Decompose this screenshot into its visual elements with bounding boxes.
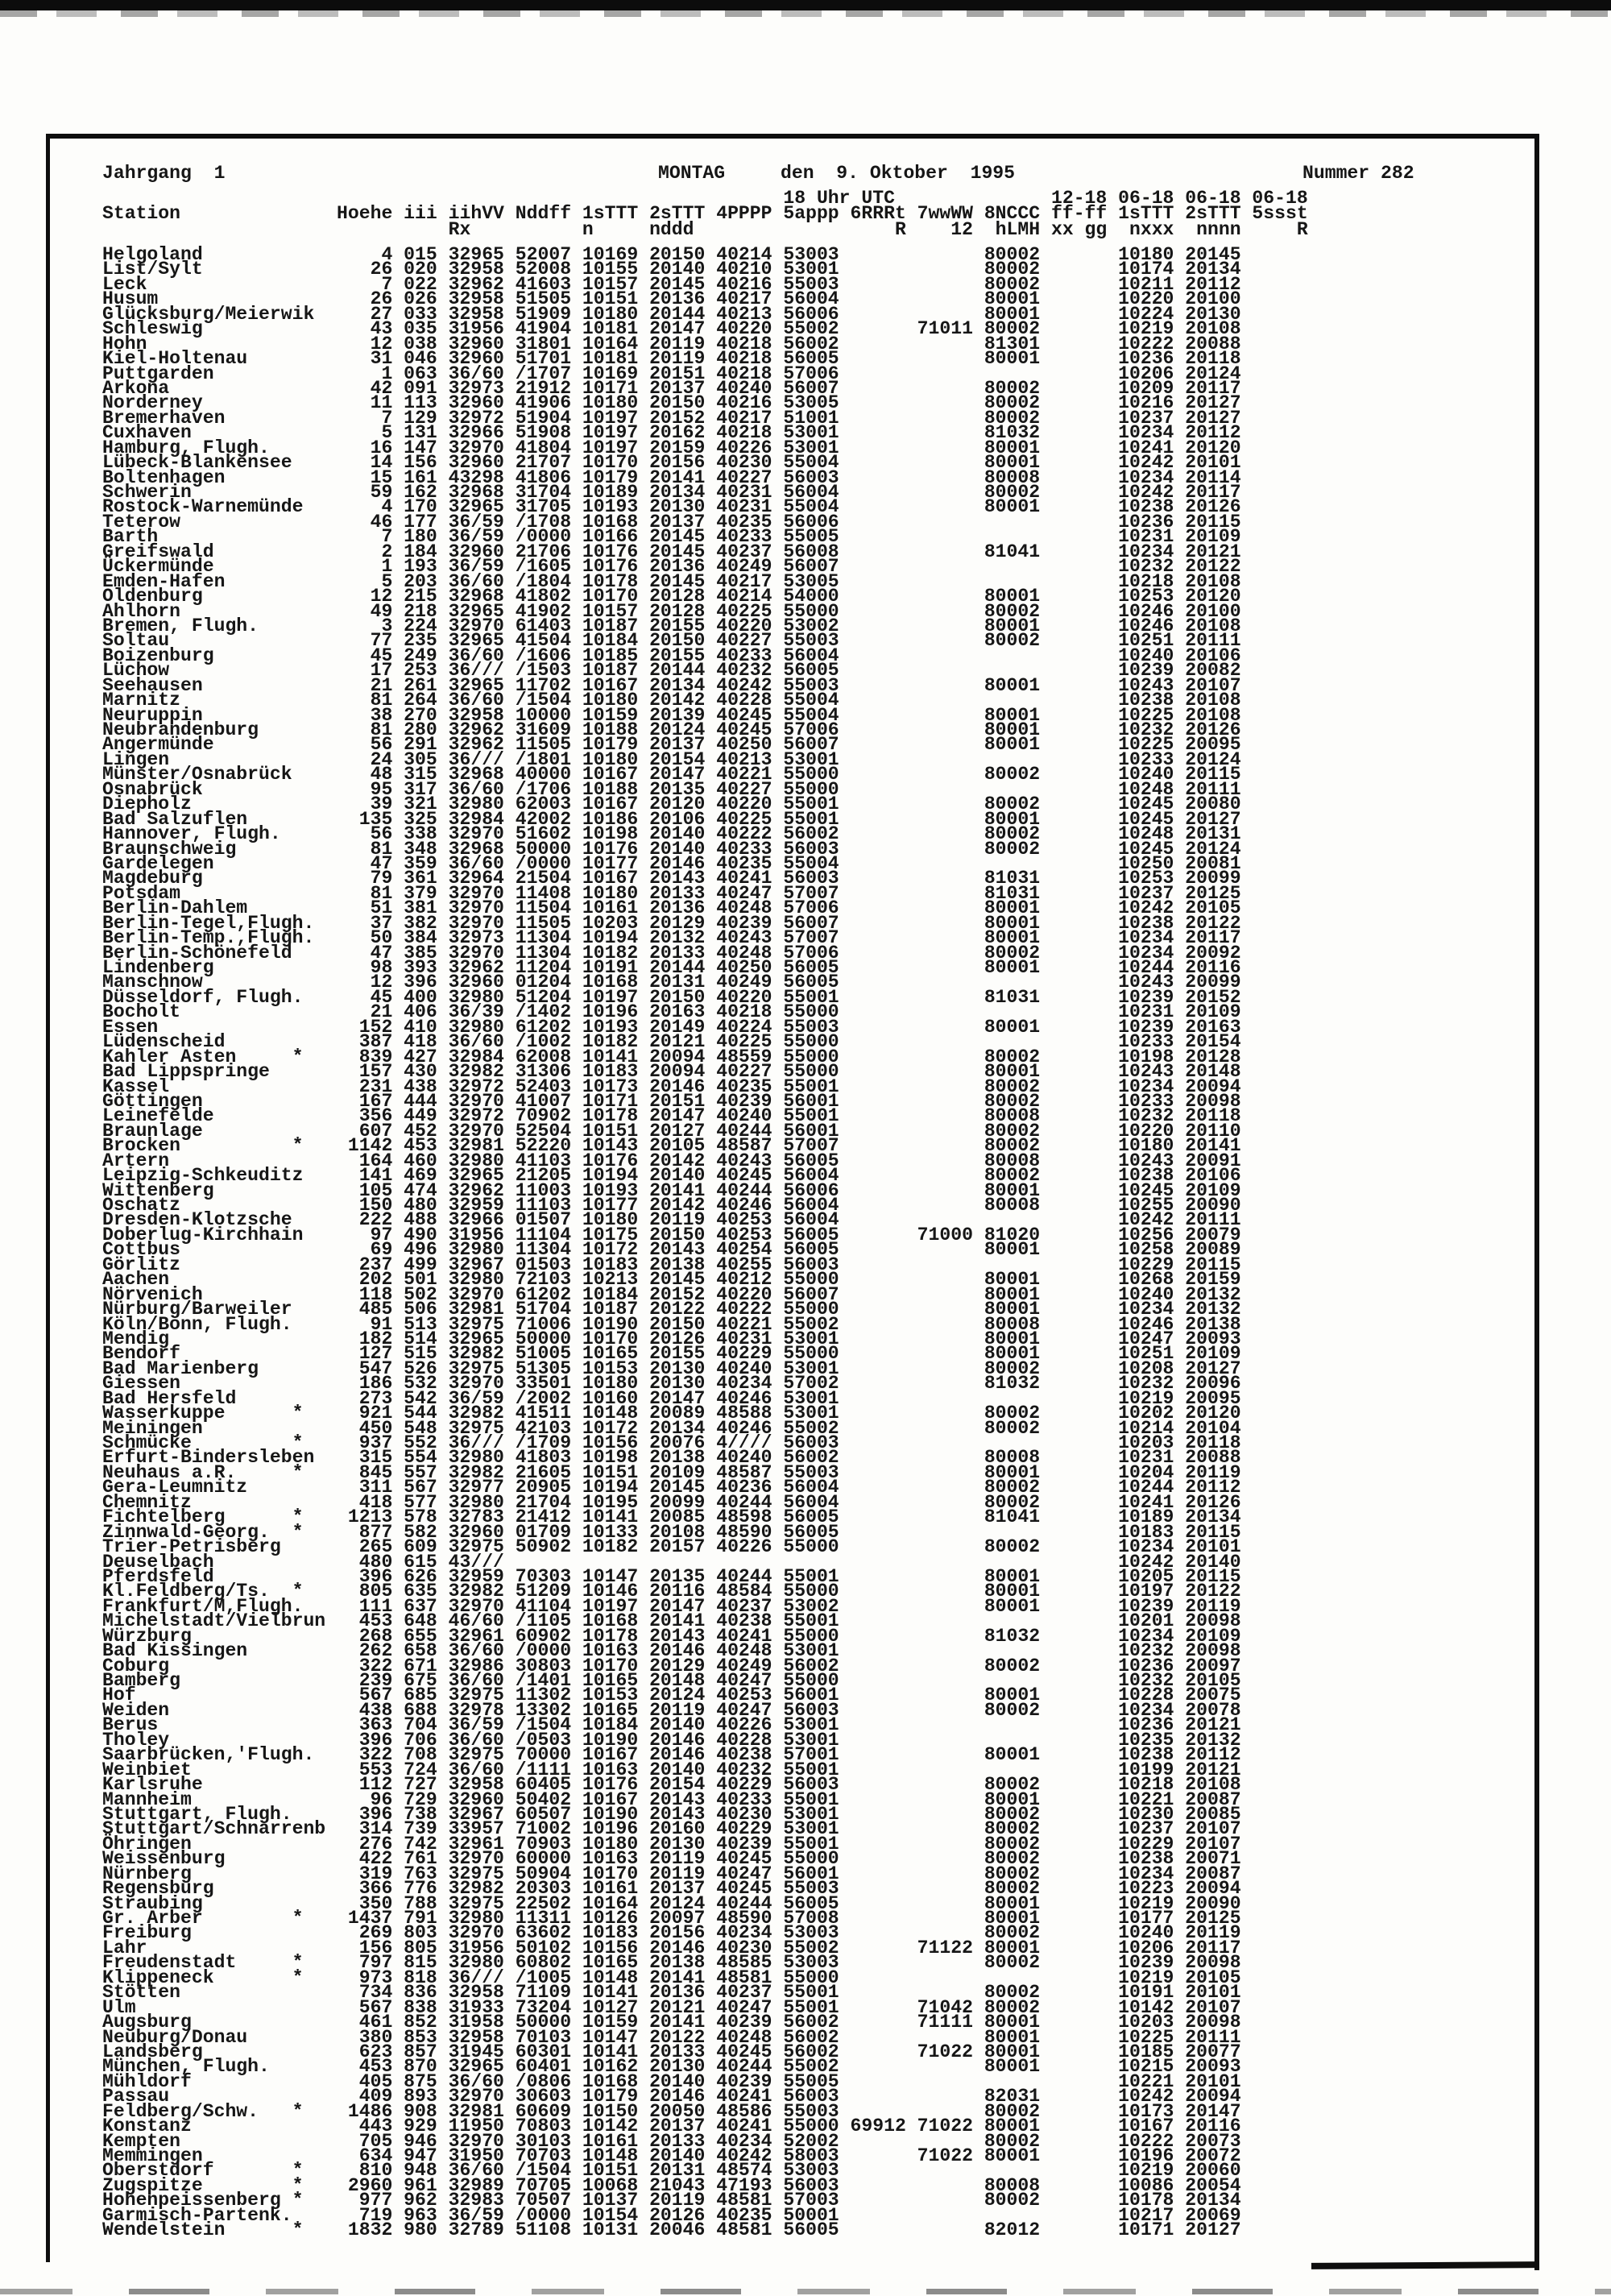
page-border-top: [46, 134, 1539, 139]
table-row: Puttgarden 1 063 36/60 /1707 10169 20151 40218 57006 10206 20124: [102, 363, 1241, 384]
table-row: Boltenhagen 15 161 43298 41806 10179 20141 40227 56003 80008 10234 20114: [102, 466, 1241, 488]
table-row: Hohn 12 038 32960 31801 10164 20119 40218 56002 81301 10222 20088: [102, 333, 1241, 354]
table-row: Greifswald 2 184 32960 21706 10176 20145 40237 56008 81041 10234 20121: [102, 541, 1241, 562]
table-row: Frankfurt/M,Flugh. 111 637 32970 41104 10197 20147 40237 53002 80001 10239 20119: [102, 1595, 1241, 1617]
table-row: Leipzig-Schkeuditz 141 469 32965 21205 10194 20140 40245 56004 80002 10238 20106: [102, 1165, 1241, 1187]
table-row: Schmücke * 937 552 36/// /1709 10156 20076 4//// 56003 10203 20118: [102, 1432, 1241, 1453]
table-body: [102, 244, 1241, 2241]
table-row: Karlsruhe 112 727 32958 60405 10176 20154 40229 56003 80002 10218 20108: [102, 1774, 1241, 1796]
table-row: Barth 7 180 36/59 /0000 10166 20145 40233 55005 10231 20109: [102, 526, 1241, 548]
table-row: Kiel-Holtenau 31 046 32960 51701 10181 20119 40218 56005 80001 10236 20118: [102, 348, 1241, 370]
table-row: Görlitz 237 499 32967 01503 10183 20138 40255 56003 10229 20115: [102, 1254, 1241, 1275]
table-row: Cuxhaven 5 131 32966 51908 10197 20162 40218 53001 81032 10234 20112: [102, 422, 1241, 444]
table-row: Memmingen 634 947 31950 70703 10148 20140 40242 58003 71022 80001 10196 20072: [102, 2145, 1241, 2166]
table-row: Aachen 202 501 32980 72103 10213 20145 40212 55000 80001 10268 20159: [102, 1269, 1241, 1291]
table-row: Bamberg 239 675 36/60 /1401 10165 20148 40247 55000 10232 20105: [102, 1670, 1241, 1691]
table-header-columns-line: Station Hoehe iii iihVV Nddff 1sTTT 2sTTT 4PPPP 5appp 6RRRt 7wwWW 8NCCC ff-ff 1sTTT 2sTTT 5ssst: [102, 203, 1308, 225]
table-row: Norderney 11 113 32960 41906 10180 20150 40216 53005 80002 10216 20127: [102, 392, 1241, 414]
table-row: Kl.Feldberg/Ts. * 805 635 32982 51209 10146 20116 48584 55000 80001 10197 20122: [102, 1581, 1241, 1602]
table-row: Bad Lippspringe 157 430 32982 31306 10183 20094 40227 55000 80001 10243 20148: [102, 1061, 1241, 1083]
table-row: Braunschweig 81 348 32968 50000 10176 20140 40233 56003 80002 10245 20124: [102, 838, 1241, 860]
table-header-utc-line: 18 Uhr UTC 12-18 06-18 06-18 06-18: [102, 188, 1308, 209]
table-row: Tholey 396 706 36/60 /0503 10190 20146 40228 53001 10235 20132: [102, 1729, 1241, 1751]
table-row: Lingen 24 305 36/// /1801 10180 20154 40213 53001 10233 20124: [102, 748, 1241, 770]
table-row: Nörvenich 118 502 32970 61202 10184 20152 40220 56007 80001 10240 20132: [102, 1283, 1241, 1305]
table-row: Deuselbach 480 615 43/// 10242 20140: [102, 1551, 1241, 1573]
table-row: Chemnitz 418 577 32980 21704 10195 20099 40244 56004 80002 10241 20126: [102, 1491, 1241, 1513]
table-row: Oschatz 150 480 32959 11103 10177 20142 40246 56004 80008 10255 20090: [102, 1195, 1241, 1216]
table-row: Ulm 567 838 31933 73204 10127 20121 40247 55001 71042 80002 10142 20107: [102, 1996, 1241, 2018]
table-row: Wasserkuppe * 921 544 32982 41511 10148 20089 48588 53001 80002 10202 20120: [102, 1403, 1241, 1424]
table-row: Ückermünde 1 193 36/59 /1605 10176 20136 40249 56007 10232 20122: [102, 556, 1241, 578]
table-row: Glücksburg/Meierwik 27 033 32958 51909 10180 20144 40213 56006 80001 10224 20130: [102, 303, 1241, 325]
table-row: Passau 409 893 32970 30603 10179 20146 40241 56003 82031 10242 20094: [102, 2086, 1241, 2107]
table-row: Ahlhorn 49 218 32965 41902 10157 20128 40225 55000 80002 10246 20100: [102, 600, 1241, 622]
table-row: Essen 152 410 32980 61202 10193 20149 40224 55003 80001 10239 20163: [102, 1016, 1241, 1038]
table-row: Oberstdorf * 810 948 36/60 /1504 10151 20131 48574 53003 10219 20060: [102, 2160, 1241, 2182]
table-row: Bendorf 127 515 32982 51005 10165 20155 40229 55000 80001 10251 20109: [102, 1343, 1241, 1365]
table-row: Brocken * 1142 453 32981 52220 10143 20105 48587 57007 80002 10180 20141: [102, 1135, 1241, 1157]
scan-artifact-top-edge: [0, 0, 1611, 10]
table-row: Bad Salzuflen 135 325 32984 42002 10186 20106 40225 55001 80001 10245 20127: [102, 808, 1241, 830]
table-row: Lüdenscheid 387 418 36/60 /1002 10182 20121 40225 55000 10233 20154: [102, 1031, 1241, 1053]
table-row: Leinefelde 356 449 32972 70902 10178 20147 40240 55001 80008 10232 20118: [102, 1105, 1241, 1127]
table-row: Neuruppin 38 270 32958 10000 10159 20139 40245 55004 80001 10225 20108: [102, 704, 1241, 726]
table-row: Weinbiet 553 724 36/60 /1111 10163 20140 40232 55001 10199 20121: [102, 1759, 1241, 1780]
table-row: Mühldorf 405 875 36/60 /0806 10168 20140 40239 55005 10221 20101: [102, 2070, 1241, 2092]
table-row: München, Flugh. 453 870 32965 60401 10162 20130 40244 55002 80001 10215 20093: [102, 2056, 1241, 2078]
table-header-subcolumns-line: Rx n nddd R 12 hLMH xx gg nxxx nnnn R: [102, 218, 1308, 240]
table-row: Schleswig 43 035 31956 41904 10181 20147 40220 55002 71011 80002 10219 20108: [102, 318, 1241, 340]
table-row: Zinnwald-Georg. * 877 582 32960 01709 10133 20108 48590 56005 10183 20115: [102, 1521, 1241, 1543]
table-row: Artern 164 460 32980 41103 10176 20142 40243 56005 80008 10243 20091: [102, 1150, 1241, 1171]
table-row: Göttingen 167 444 32970 41007 10171 20151 40239 56001 80002 10233 20098: [102, 1090, 1241, 1112]
table-row: Osnabrück 95 317 36/60 /1706 10188 20135 40227 55000 10248 20111: [102, 778, 1241, 800]
page-border-left: [46, 134, 50, 2262]
table-row: Augsburg 461 852 31958 50000 10159 20141 40239 56002 71111 80001 10203 20098: [102, 2012, 1241, 2033]
table-row: Magdeburg 79 361 32964 21504 10167 20143 40241 56003 81031 10253 20099: [102, 868, 1241, 889]
table-row: Bocholt 21 406 36/39 /1402 10196 20163 40218 55000 10231 20109: [102, 1001, 1241, 1023]
table-row: Freudenstadt * 797 815 32980 60802 10165 20138 48585 53003 80002 10239 20098: [102, 1952, 1241, 1974]
table-row: Neubrandenburg 81 280 32962 31609 10188 20124 40245 57006 80001 10232 20126: [102, 719, 1241, 740]
table-row: Hohenpeissenberg * 977 962 32983 70507 10137 20119 48581 57003 80002 10178 20134: [102, 2190, 1241, 2211]
table-row: Landsberg 623 857 31945 60301 10141 20133 40245 56002 71022 80001 10185 20077: [102, 2041, 1241, 2062]
table-row: Doberlug-Kirchhain 97 490 31956 11104 10175 20150 40253 56005 71000 81020 10256 20079: [102, 1224, 1241, 1245]
table-row: Kassel 231 438 32972 52403 10173 20146 40235 55001 80002 10234 20094: [102, 1075, 1241, 1097]
table-row: Münster/Osnabrück 48 315 32968 40000 10167 20147 40221 55000 80002 10240 20115: [102, 764, 1241, 785]
table-row: Weissenburg 422 761 32970 60000 10163 20119 40245 55000 80002 10238 20071: [102, 1848, 1241, 1870]
table-row: Regensburg 366 776 32982 20303 10161 20137 40245 55003 80002 10223 20094: [102, 1878, 1241, 1900]
table-row: Marnitz 81 264 36/60 /1504 10180 20142 40228 55004 10238 20108: [102, 690, 1241, 711]
table-row: Gr. Arber * 1437 791 32980 11311 10126 20097 48590 57008 80001 10177 20125: [102, 1908, 1241, 1929]
table-row: List/Sylt 26 020 32958 52008 10155 20140 40210 53001 80002 10174 20134: [102, 259, 1241, 280]
table-row: Giessen 186 532 32970 33501 10180 20130 40234 57002 81032 10232 20096: [102, 1373, 1241, 1395]
table-row: Seehausen 21 261 32965 11702 10167 20134 40242 55003 80001 10243 20107: [102, 674, 1241, 696]
table-row: Nürnberg 319 763 32975 50904 10170 20119 40247 56001 80002 10234 20087: [102, 1863, 1241, 1884]
table-row: Köln/Bonn, Flugh. 91 513 32975 71006 10190 20150 40221 55002 80008 10246 20138: [102, 1313, 1241, 1335]
table-row: Dresden-Klotzsche 222 488 32966 01507 10180 20119 40253 56004 10242 20111: [102, 1209, 1241, 1231]
table-row: Manschnow 12 396 32960 01204 10168 20131 40249 56005 10243 20099: [102, 972, 1241, 993]
table-row: Berus 363 704 36/59 /1504 10184 20140 40226 53001 10236 20121: [102, 1714, 1241, 1736]
table-row: Neuburg/Donau 380 853 32958 70103 10147 20122 40248 56002 80001 10225 20111: [102, 2026, 1241, 2048]
table-row: Freiburg 269 803 32970 63602 10183 20156 40234 53003 80002 10240 20119: [102, 1922, 1241, 1944]
table-row: Rostock-Warnemünde 4 170 32965 31705 10193 20130 40231 55004 80001 10238 20126: [102, 496, 1241, 518]
table-row: Teterow 46 177 36/59 /1708 10168 20137 40235 56006 10236 20115: [102, 511, 1241, 533]
page-border-bottom-right: [1311, 2261, 1539, 2269]
scan-artifact-top-smudge: [0, 10, 1611, 17]
volume-label: Jahrgang 1: [102, 163, 226, 184]
table-row: Diepholz 39 321 32980 62003 10167 20120 40220 55001 80002 10245 20080: [102, 794, 1241, 815]
table-row: Gardelegen 47 359 36/60 /0000 10177 20146 40235 55004 10250 20081: [102, 852, 1241, 874]
table-row: Soltau 77 235 32965 41504 10184 20150 40227 55003 80002 10251 20111: [102, 630, 1241, 652]
table-row: Zugspitze * 2960 961 32989 70705 10068 21043 47193 56003 80008 10086 20054: [102, 2174, 1241, 2196]
table-row: Feldberg/Schw. * 1486 908 32981 60609 10150 20050 48586 55003 80002 10173 20147: [102, 2100, 1241, 2122]
table-row: Klippeneck * 973 818 36/// /1005 10148 20141 48581 55000 10219 20105: [102, 1967, 1241, 1988]
table-row: Würzburg 268 655 32961 60902 10178 20143 40241 55000 81032 10234 20109: [102, 1625, 1241, 1647]
table-row: Düsseldorf, Flugh. 45 400 32980 51204 10197 20150 40220 55001 81031 10239 20152: [102, 986, 1241, 1008]
weekday-label: MONTAG: [658, 163, 726, 184]
table-row: Öhringen 276 742 32961 70903 10180 20130 40239 55001 80002 10229 20107: [102, 1833, 1241, 1855]
table-row: Konstanz 443 929 11950 70803 10142 20137 40241 55000 69912 71022 80001 10167 20116: [102, 2116, 1241, 2137]
table-row: Wittenberg 105 474 32962 11003 10193 20141 40244 56006 80001 10245 20109: [102, 1179, 1241, 1201]
table-row: Lübeck-Blankensee 14 156 32960 21707 10170 20156 40230 55004 80001 10242 20101: [102, 452, 1241, 474]
table-row: Berlin-Schönefeld 47 385 32970 11304 10182 20133 40248 57006 80002 10234 20092: [102, 942, 1241, 964]
table-row: Schwerin 59 162 32968 31704 10189 20134 40231 56004 80002 10242 20117: [102, 482, 1241, 503]
scan-artifact-bottom-edge: [0, 2289, 1611, 2294]
table-row: Arkona 42 091 32973 21912 10171 20137 40240 56007 80002 10209 20117: [102, 377, 1241, 399]
table-row: Leck 7 022 32962 41603 10157 20145 40216 55003 80002 10211 20112: [102, 273, 1241, 295]
table-row: Michelstadt/Vielbrun 453 648 46/60 /1105 10168 20141 40238 55001 10201 20098: [102, 1610, 1241, 1632]
table-row: Fichtelberg * 1213 578 32783 21412 10141 20085 48598 56005 81041 10189 20134: [102, 1506, 1241, 1528]
table-row: Bad Hersfeld 273 542 36/59 /2002 10160 20147 40246 53001 10219 20095: [102, 1387, 1241, 1409]
table-row: Gera-Leumnitz 311 567 32977 20905 10194 20145 40236 56004 80002 10244 20112: [102, 1477, 1241, 1498]
table-row: Berlin-Tegel,Flugh. 37 382 32970 11505 10203 20129 40239 56007 80001 10238 20122: [102, 912, 1241, 934]
issue-label: Nummer 282: [1302, 163, 1414, 184]
table-row: Helgoland 4 015 32965 52007 10169 20150 40214 53003 80002 10180 20145: [102, 244, 1241, 265]
table-row: Kahler Asten * 839 427 32984 62008 10141 20094 48559 55000 80002 10198 20128: [102, 1046, 1241, 1067]
table-row: Oldenburg 12 215 32968 41802 10170 20128 40214 54000 80001 10253 20120: [102, 586, 1241, 607]
table-row: Boizenburg 45 249 36/60 /1606 10185 20155 40233 56004 10240 20106: [102, 644, 1241, 666]
table-row: Mendig 182 514 32965 50000 10170 20126 40231 53001 80001 10247 20093: [102, 1328, 1241, 1349]
table-row: Emden-Hafen 5 203 36/60 /1804 10178 20145 40217 53005 10218 20108: [102, 570, 1241, 592]
table-row: Bad Marienberg 547 526 32975 51305 10153 20130 40240 53001 80002 10208 20127: [102, 1357, 1241, 1379]
table-row: Husum 26 026 32958 51505 10151 20136 40217 56004 80001 10220 20100: [102, 288, 1241, 310]
table-row: Meiningen 450 548 32975 42103 10172 20134 40246 55002 80002 10214 20104: [102, 1417, 1241, 1439]
page-border-right: [1534, 134, 1539, 2270]
table-row: Coburg 322 671 32986 30803 10170 20129 40249 56002 80002 10236 20097: [102, 1655, 1241, 1676]
table-row: Berlin-Dahlem 51 381 32970 11504 10161 20136 40248 57006 80001 10242 20105: [102, 897, 1241, 919]
table-row: Nürburg/Barweiler 485 506 32981 51704 10187 20122 40222 55000 80001 10234 20132: [102, 1299, 1241, 1320]
table-row: Potsdam 81 379 32970 11408 10180 20133 40247 57007 81031 10237 20125: [102, 882, 1241, 904]
table-row: Lüchow 17 253 36/// /1503 10187 20144 40232 56005 10239 20082: [102, 660, 1241, 682]
table-row: Bad Kissingen 262 658 36/60 /0000 10163 20146 40248 53001 10232 20098: [102, 1640, 1241, 1662]
table-row: Kempten 705 946 32970 30103 10161 20133 40234 52002 80002 10222 20073: [102, 2130, 1241, 2152]
table-row: Hannover, Flugh. 56 338 32970 51602 10198 20140 40222 56002 80002 10248 20131: [102, 823, 1241, 845]
date-label: den 9. Oktober 1995: [781, 163, 1016, 184]
table-row: Hamburg, Flugh. 16 147 32970 41804 10197 20159 40226 53001 80001 10241 20120: [102, 437, 1241, 458]
table-row: Lindenberg 98 393 32962 11204 10191 20144 40250 56005 80001 10244 20116: [102, 957, 1241, 978]
table-row: Cottbus 69 496 32980 11304 10172 20143 40254 56005 80001 10258 20089: [102, 1239, 1241, 1261]
table-header: [102, 188, 1308, 240]
table-row: Saarbrücken,'Flugh. 322 708 32975 70000 10167 20146 40238 57001 80001 10238 20112: [102, 1744, 1241, 1766]
table-row: Lahr 156 805 31956 50102 10156 20146 40230 55002 71122 80001 10206 20117: [102, 1937, 1241, 1958]
table-row: Stuttgart, Flugh. 396 738 32967 60507 10190 20143 40230 53001 80002 10230 20085: [102, 1803, 1241, 1825]
table-row: Stötten 734 836 32958 71109 10141 20136 40237 55001 80002 10191 20101: [102, 1982, 1241, 2004]
table-row: Stuttgart/Schnarrenb 314 739 33957 71002 10196 20160 40229 53001 80002 10237 20107: [102, 1818, 1241, 1840]
table-row: Berlin-Temp.,Flugh. 50 384 32973 11304 10194 20132 40243 57007 80001 10234 20117: [102, 927, 1241, 949]
table-row: Weiden 438 688 32978 13302 10165 20119 40247 56003 80002 10234 20078: [102, 1699, 1241, 1721]
table-row: Wendelstein * 1832 980 32789 51108 10131 20046 48581 56005 82012 10171 20127: [102, 2219, 1241, 2241]
table-row: Neuhaus a.R. * 845 557 32982 21605 10151 20109 48587 55003 80001 10204 20119: [102, 1461, 1241, 1483]
table-row: Bremen, Flugh. 3 224 32970 61403 10187 20155 40220 53002 80001 10246 20108: [102, 615, 1241, 636]
table-row: Erfurt-Bindersleben 315 554 32980 41803 10198 20138 40240 56002 80008 10231 20088: [102, 1447, 1241, 1469]
table-row: Angermünde 56 291 32962 11505 10179 20137 40250 56007 80001 10225 20095: [102, 734, 1241, 756]
table-row: Garmisch-Partenk. 719 963 36/59 /0000 10154 20126 40235 50001 10217 20069: [102, 2204, 1241, 2226]
table-row: Trier-Petrisberg 265 609 32975 50902 10182 20157 40226 55000 80002 10234 20101: [102, 1536, 1241, 1558]
table-row: Bremerhaven 7 129 32972 51904 10197 20152 40217 51001 80002 10237 20127: [102, 407, 1241, 429]
table-row: Pferdsfeld 396 626 32959 70303 10147 20135 40244 55001 80001 10205 20115: [102, 1565, 1241, 1587]
table-row: Hof 567 685 32975 11302 10153 20124 40253 56001 80001 10228 20075: [102, 1685, 1241, 1706]
table-row: Straubing 350 788 32975 22502 10164 20124 40244 56005 80001 10219 20090: [102, 1892, 1241, 1914]
table-row: Braunlage 607 452 32970 52504 10151 20127 40244 56001 80002 10220 20110: [102, 1120, 1241, 1142]
table-row: Mannheim 96 729 32960 50402 10167 20143 40233 55001 80001 10221 20087: [102, 1788, 1241, 1810]
